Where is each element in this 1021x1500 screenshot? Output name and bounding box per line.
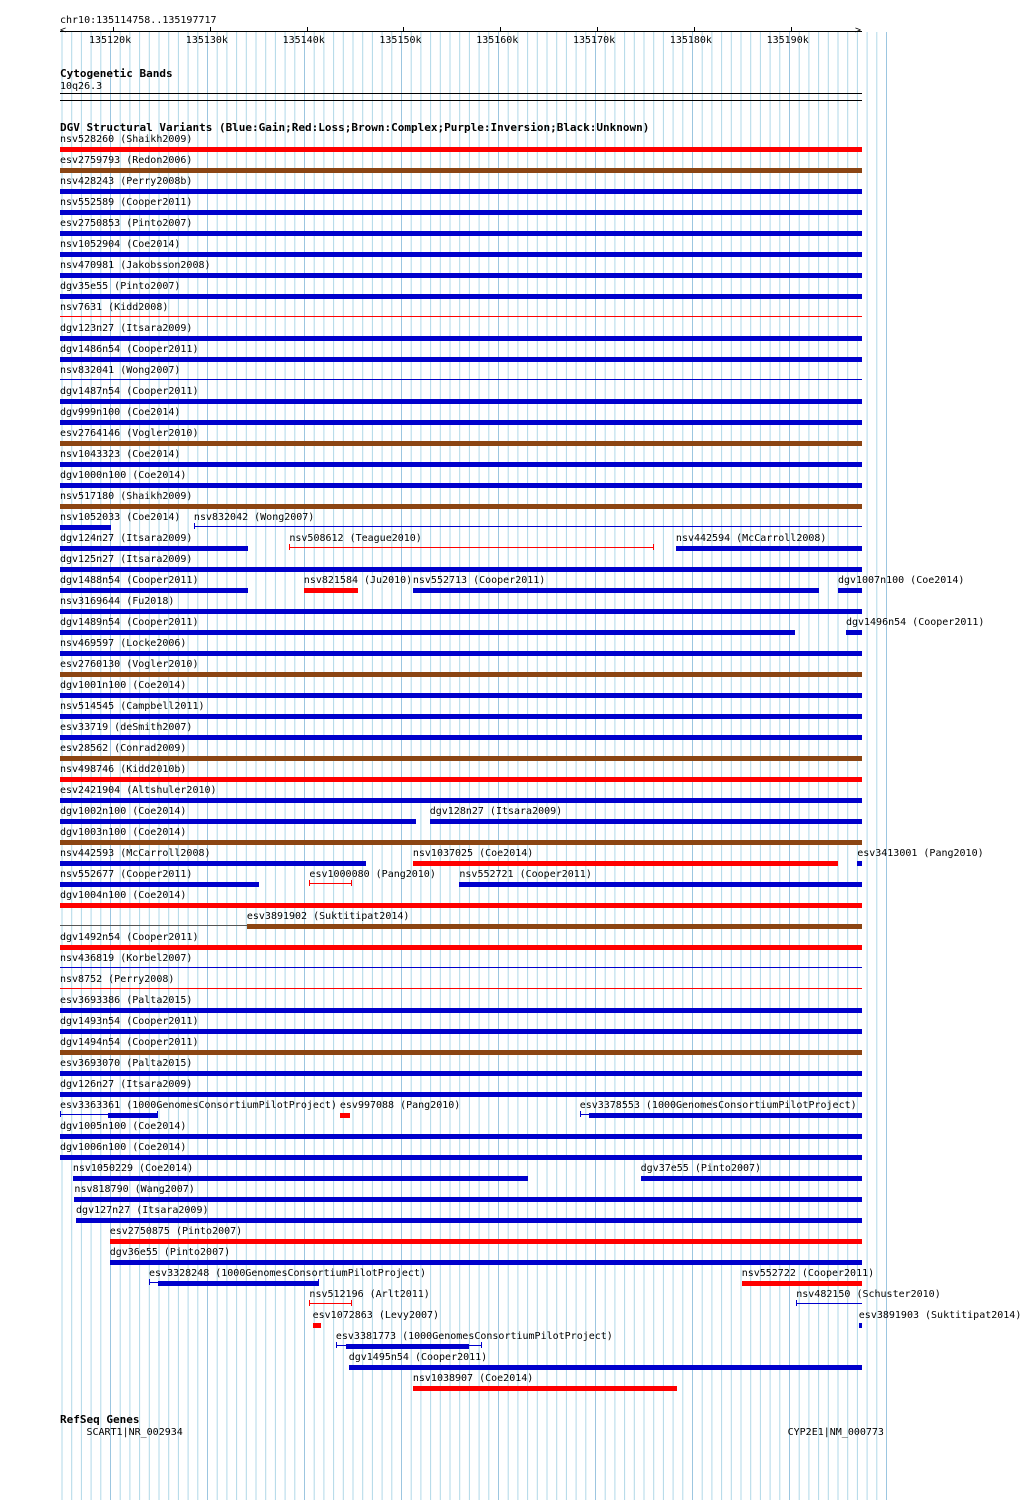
variant-label[interactable]: dgv1495n54 (Cooper2011): [348, 1352, 488, 1363]
variant-label[interactable]: esv1072863 (Levy2007): [312, 1310, 440, 1321]
variant-bar[interactable]: [73, 1176, 529, 1181]
variant-bar[interactable]: [60, 840, 862, 845]
dgv-track-title: DGV Structural Variants (Blue:Gain;Red:Loss;Brown:Complex;Purple:Inversion;Black:Unknown): [60, 121, 650, 134]
variant-label[interactable]: dgv1493n54 (Cooper2011): [60, 1016, 199, 1027]
variant-label[interactable]: nsv508612 (Teague2010): [289, 533, 422, 544]
variant-end-cap: [289, 544, 290, 550]
variant-bar[interactable]: [413, 1386, 677, 1391]
variant-bar[interactable]: [859, 1323, 862, 1328]
variant-bar[interactable]: [60, 693, 862, 698]
variant-label[interactable]: dgv1492n54 (Cooper2011): [60, 932, 199, 943]
variant-bar[interactable]: [60, 147, 862, 152]
variant-label[interactable]: dgv1486n54 (Cooper2011): [60, 344, 199, 355]
variant-bar[interactable]: [589, 1113, 862, 1118]
variant-label[interactable]: nsv552677 (Cooper2011): [60, 869, 193, 880]
variant-label[interactable]: dgv1494n54 (Cooper2011): [60, 1037, 199, 1048]
ruler-tick-label: 135170k: [573, 35, 616, 46]
variant-label[interactable]: nsv514545 (Campbell2011): [60, 701, 205, 712]
variant-label[interactable]: nsv512196 (Arlt2011): [309, 1289, 430, 1300]
variant-bar[interactable]: [60, 903, 862, 908]
variant-label[interactable]: nsv3169644 (Fu2018): [60, 596, 175, 607]
variant-label[interactable]: dgv124n27 (Itsara2009): [60, 533, 193, 544]
variant-bar[interactable]: [60, 441, 862, 446]
variant-label[interactable]: nsv1052033 (Coe2014): [60, 512, 181, 523]
variant-bar[interactable]: [60, 1029, 862, 1034]
variant-label[interactable]: nsv7631 (Kidd2008): [60, 302, 169, 313]
variant-bar[interactable]: [413, 588, 819, 593]
variant-end-cap: [309, 1300, 310, 1306]
variant-end-cap: [194, 523, 195, 529]
variant-label[interactable]: nsv1052904 (Coe2014): [60, 239, 181, 250]
variant-label[interactable]: nsv482150 (Schuster2010): [796, 1289, 941, 1300]
variant-end-cap: [309, 880, 310, 886]
ruler-left-arrow-icon: <: [60, 25, 67, 36]
variant-bar[interactable]: [60, 672, 862, 677]
variant-label[interactable]: dgv999n100 (Coe2014): [60, 407, 181, 418]
variant-bar[interactable]: [60, 945, 862, 950]
variant-label[interactable]: dgv1005n100 (Coe2014): [60, 1121, 187, 1132]
ruler-tick-label: 135160k: [476, 35, 519, 46]
variant-bar[interactable]: [110, 1239, 862, 1244]
variant-label[interactable]: nsv1050229 (Coe2014): [72, 1163, 194, 1174]
variant-end-cap: [318, 1279, 319, 1285]
variant-label[interactable]: dgv1006n100 (Coe2014): [60, 1142, 187, 1153]
ruler-tick-label: 135180k: [669, 35, 712, 46]
variant-label[interactable]: dgv123n27 (Itsara2009): [60, 323, 193, 334]
ruler-tick-label: 135150k: [379, 35, 422, 46]
variant-bar[interactable]: [110, 1260, 862, 1265]
gene-label[interactable]: CYP2E1|NM_000773: [787, 1427, 884, 1438]
variant-bar[interactable]: [60, 252, 862, 257]
variant-label[interactable]: dgv1004n100 (Coe2014): [60, 890, 187, 901]
variant-end-cap: [351, 1300, 352, 1306]
variant-bar[interactable]: [74, 1197, 862, 1202]
variant-end-cap: [481, 1342, 482, 1348]
variant-label[interactable]: dgv36e55 (Pinto2007): [109, 1247, 231, 1258]
variant-label[interactable]: dgv1003n100 (Coe2014): [60, 827, 187, 838]
variant-label[interactable]: nsv1043323 (Coe2014): [60, 449, 181, 460]
variant-label[interactable]: nsv517180 (Shaikh2009): [60, 491, 193, 502]
variant-bar[interactable]: [413, 861, 838, 866]
ruler-tick-label: 135130k: [185, 35, 228, 46]
variant-label[interactable]: dgv1002n100 (Coe2014): [60, 806, 187, 817]
variant-bar[interactable]: [60, 1092, 862, 1097]
variant-label[interactable]: esv33719 (deSmith2007): [60, 722, 193, 733]
variant-label[interactable]: dgv1000n100 (Coe2014): [60, 470, 187, 481]
variant-bar[interactable]: [60, 1071, 862, 1076]
variant-label[interactable]: esv2750875 (Pinto2007): [109, 1226, 243, 1237]
variant-bar[interactable]: [60, 1008, 862, 1013]
variant-label[interactable]: esv3693386 (Palta2015): [60, 995, 193, 1006]
variant-label[interactable]: dgv35e55 (Pinto2007): [60, 281, 181, 292]
variant-bar[interactable]: [60, 588, 248, 593]
variant-bar[interactable]: [60, 231, 862, 236]
ruler-tick-label: 135140k: [282, 35, 325, 46]
variant-bar[interactable]: [60, 567, 862, 572]
variant-end-cap: [580, 1111, 581, 1117]
variant-bar[interactable]: [60, 798, 862, 803]
variant-label[interactable]: nsv552713 (Cooper2011): [412, 575, 546, 586]
variant-bar[interactable]: [60, 651, 862, 656]
variant-label[interactable]: nsv552589 (Cooper2011): [60, 197, 193, 208]
variant-label[interactable]: esv997088 (Pang2010): [339, 1100, 461, 1111]
variant-end-cap: [157, 1111, 158, 1117]
variant-line[interactable]: [60, 967, 862, 968]
variant-label[interactable]: esv3693070 (Palta2015): [60, 1058, 193, 1069]
variant-label[interactable]: nsv470981 (Jakobsson2008): [60, 260, 211, 271]
variant-label[interactable]: dgv1496n54 (Cooper2011): [845, 617, 985, 628]
variant-label[interactable]: dgv126n27 (Itsara2009): [60, 1079, 193, 1090]
variant-bar[interactable]: [742, 1281, 862, 1286]
variant-bar[interactable]: [60, 756, 862, 761]
variant-bar[interactable]: [108, 1113, 158, 1118]
variant-label[interactable]: nsv498746 (Kidd2010b): [60, 764, 187, 775]
variant-bar[interactable]: [60, 189, 862, 194]
variant-end-cap: [796, 1300, 797, 1306]
variant-bar[interactable]: [60, 714, 862, 719]
variant-bar[interactable]: [60, 357, 862, 362]
cytoband-label: 10q26.3: [60, 81, 103, 92]
coordinate-label: chr10:135114758..135197717: [60, 15, 217, 26]
variant-label[interactable]: esv3891903 (Suktitipat2014): [858, 1310, 1021, 1321]
variant-label[interactable]: nsv832042 (Wong2007): [193, 512, 315, 523]
variant-bar[interactable]: [60, 630, 795, 635]
variant-label[interactable]: nsv436819 (Korbel2007): [60, 953, 193, 964]
variant-bar[interactable]: [158, 1281, 319, 1286]
variant-bar[interactable]: [846, 630, 862, 635]
variant-bar[interactable]: [247, 924, 862, 929]
variant-bar[interactable]: [60, 1134, 862, 1139]
variant-bar[interactable]: [60, 777, 862, 782]
variant-label[interactable]: dgv1001n100 (Coe2014): [60, 680, 187, 691]
variant-label[interactable]: dgv127n27 (Itsara2009): [76, 1205, 209, 1216]
variant-bar[interactable]: [313, 1323, 322, 1328]
variant-bar[interactable]: [60, 168, 862, 173]
cytoband-track-title: Cytogenetic Bands: [60, 67, 173, 80]
variant-line[interactable]: [289, 547, 654, 548]
variant-bar[interactable]: [459, 882, 862, 887]
variant-line[interactable]: [309, 883, 352, 884]
variant-bar[interactable]: [340, 1113, 350, 1118]
ruler-tick-label: 135190k: [766, 35, 809, 46]
variant-line[interactable]: [796, 1303, 862, 1304]
variant-label[interactable]: nsv442593 (McCarroll2008): [60, 848, 211, 859]
variant-label[interactable]: nsv1038907 (Coe2014): [412, 1373, 534, 1384]
variant-label[interactable]: nsv821584 (Ju2010): [303, 575, 413, 586]
variant-label[interactable]: esv3328248 (1000GenomesConsortiumPilotProject): [149, 1268, 426, 1279]
variant-label[interactable]: nsv1037025 (Coe2014): [412, 848, 534, 859]
variant-bar[interactable]: [76, 1218, 862, 1223]
variant-bar[interactable]: [838, 588, 862, 593]
variant-label[interactable]: esv2750853 (Pinto2007): [60, 218, 193, 229]
variant-label[interactable]: esv2764146 (Vogler2010): [60, 428, 199, 439]
variant-end-cap: [351, 880, 352, 886]
variant-bar[interactable]: [60, 294, 862, 299]
variant-label[interactable]: esv3891902 (Suktitipat2014): [246, 911, 410, 922]
variant-bar[interactable]: [60, 819, 416, 824]
variant-bar[interactable]: [60, 336, 862, 341]
variant-bar[interactable]: [60, 504, 862, 509]
variant-label[interactable]: nsv428243 (Perry2008b): [60, 176, 193, 187]
variant-bar[interactable]: [641, 1176, 862, 1181]
variant-bar[interactable]: [60, 882, 259, 887]
ruler-right-arrow-icon: >: [855, 25, 862, 36]
variant-label[interactable]: esv2760130 (Vogler2010): [60, 659, 199, 670]
variant-label[interactable]: esv2759793 (Redon2006): [60, 155, 193, 166]
ruler-tick-label: 135120k: [89, 35, 132, 46]
variant-bar[interactable]: [60, 462, 862, 467]
variant-line[interactable]: [309, 1303, 352, 1304]
variant-label[interactable]: esv3378553 (1000GenomesConsortiumPilotProject): [579, 1100, 857, 1111]
variant-bar[interactable]: [346, 1344, 470, 1349]
variant-bar[interactable]: [60, 609, 862, 614]
refseq-track-title: RefSeq Genes: [60, 1413, 140, 1426]
variant-line[interactable]: [194, 526, 862, 527]
variant-label[interactable]: esv3381773 (1000GenomesConsortiumPilotProject): [335, 1331, 613, 1342]
variant-line[interactable]: [60, 988, 862, 989]
variant-bar[interactable]: [349, 1365, 862, 1370]
variant-label[interactable]: dgv1489n54 (Cooper2011): [60, 617, 199, 628]
variant-label[interactable]: dgv1488n54 (Cooper2011): [60, 575, 199, 586]
variant-end-cap: [653, 544, 654, 550]
variant-bar[interactable]: [857, 861, 862, 866]
variant-label[interactable]: nsv469597 (Locke2006): [60, 638, 187, 649]
variant-bar[interactable]: [60, 420, 862, 425]
variant-bar[interactable]: [60, 483, 862, 488]
variant-line[interactable]: [60, 316, 862, 317]
variant-bar[interactable]: [304, 588, 358, 593]
variant-lead-line: [60, 925, 247, 926]
variant-bar[interactable]: [60, 735, 862, 740]
variant-label[interactable]: esv28562 (Conrad2009): [60, 743, 187, 754]
variant-label[interactable]: dgv128n27 (Itsara2009): [429, 806, 563, 817]
variant-label[interactable]: dgv125n27 (Itsara2009): [60, 554, 193, 565]
variant-bar[interactable]: [60, 273, 862, 278]
variant-bar[interactable]: [60, 399, 862, 404]
variant-label[interactable]: esv1000080 (Pang2010): [309, 869, 436, 880]
variant-bar[interactable]: [60, 546, 248, 551]
variant-label[interactable]: nsv8752 (Perry2008): [60, 974, 175, 985]
variant-bar[interactable]: [430, 819, 862, 824]
variant-label[interactable]: dgv1487n54 (Cooper2011): [60, 386, 199, 397]
variant-label[interactable]: nsv832041 (Wong2007): [60, 365, 181, 376]
variant-label[interactable]: nsv552721 (Cooper2011): [459, 869, 592, 880]
variant-bar[interactable]: [60, 861, 366, 866]
variant-label[interactable]: nsv442594 (McCarroll2008): [675, 533, 827, 544]
variant-bar[interactable]: [60, 1155, 862, 1160]
variant-end-cap: [60, 1111, 61, 1117]
variant-label[interactable]: esv3413001 (Pang2010): [857, 848, 984, 859]
variant-label[interactable]: nsv552722 (Cooper2011): [741, 1268, 875, 1279]
variant-bar[interactable]: [60, 1050, 862, 1055]
variant-label[interactable]: dgv1007n100 (Coe2014): [837, 575, 965, 586]
variant-bar[interactable]: [60, 525, 111, 530]
gene-label[interactable]: SCART1|NR_002934: [86, 1427, 183, 1438]
variant-end-cap: [336, 1342, 337, 1348]
variant-label[interactable]: nsv818790 (Wang2007): [74, 1184, 195, 1195]
variant-end-cap: [149, 1279, 150, 1285]
variant-label[interactable]: esv2421904 (Altshuler2010): [60, 785, 217, 796]
variant-label[interactable]: dgv37e55 (Pinto2007): [640, 1163, 762, 1174]
variant-bar[interactable]: [60, 210, 862, 215]
variant-label[interactable]: esv3363361 (1000GenomesConsortiumPilotProject): [60, 1100, 337, 1111]
variant-line[interactable]: [60, 379, 862, 380]
variant-label[interactable]: nsv528260 (Shaikh2009): [60, 134, 193, 145]
variant-bar[interactable]: [676, 546, 862, 551]
